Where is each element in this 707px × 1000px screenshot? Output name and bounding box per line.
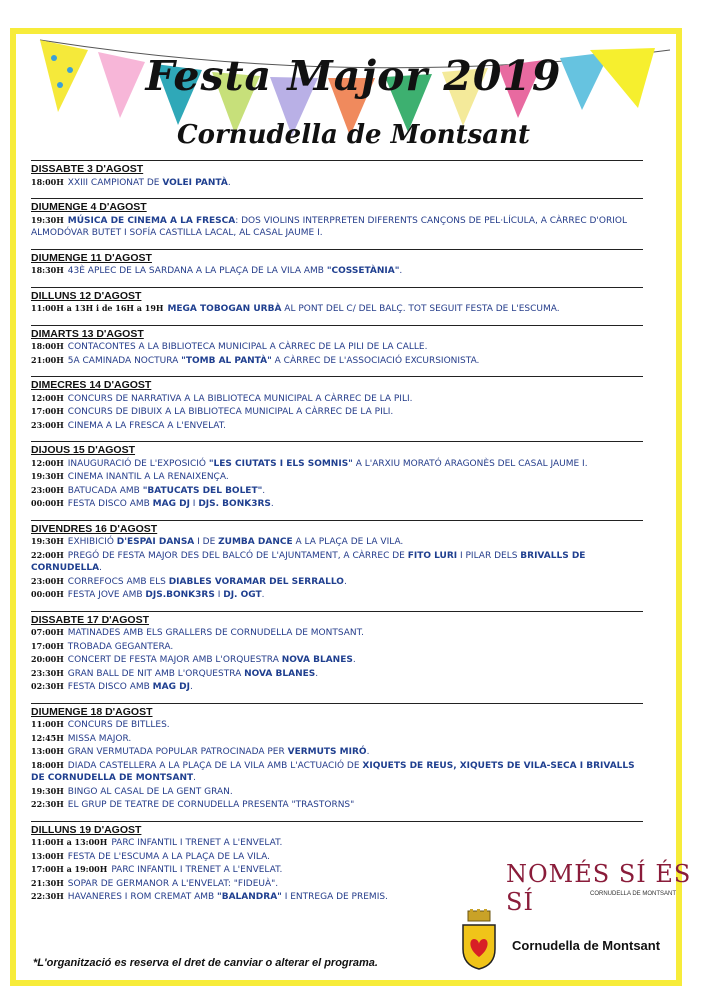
event-highlight: FITO LURI <box>407 550 458 561</box>
event-text: PREGÓ DE FESTA MAJOR DES DEL BALCÓ DE L'AJUNTAMENT, A CÀRREC DE <box>67 550 408 561</box>
event-text: CINEMA A LA FRESCA A L'ENVELAT. <box>67 420 227 431</box>
event-text: DIADA CASTELLERA A LA PLAÇA DE LA VILA AMB L'ACTUACIÓ DE <box>67 760 363 771</box>
event-text: . <box>193 773 196 783</box>
event-item <box>31 798 643 812</box>
event-text: TROBADA GEGANTERA. <box>67 641 174 652</box>
event-highlight: MÚSICA DE CINEMA A LA FRESCA <box>67 215 236 226</box>
event-highlight: NOVA BLANES <box>244 668 316 679</box>
event-text: I PILAR DELS <box>457 550 521 561</box>
event-text: MISSA MAJOR. <box>67 733 132 744</box>
event-highlight: VERMUTS MIRÓ <box>287 747 367 757</box>
event-highlight: MAG DJ <box>152 499 190 509</box>
event-time: 22:30H <box>31 891 64 901</box>
page-subtitle: Cornudella de Montsant <box>176 120 531 150</box>
event-item <box>31 392 643 406</box>
event-time: 18:30H <box>31 265 64 275</box>
event-text: . <box>343 576 347 587</box>
event-item <box>31 680 643 694</box>
event-item <box>31 575 643 589</box>
event-time: 11:00H <box>31 719 64 729</box>
day-title: DIUMENGE 4 D'AGOST <box>31 201 147 213</box>
event-highlight: DJS. BONK3RS <box>198 499 271 509</box>
event-highlight: "BATUCATS DEL BOLET" <box>142 485 263 496</box>
event-text: I <box>214 590 224 600</box>
event-item <box>31 354 643 368</box>
event-time: 20:00H <box>31 654 64 664</box>
event-highlight: "TOMB AL PANTÀ" <box>181 355 272 366</box>
event-time: 13:00H <box>31 850 64 861</box>
event-time: 22:30H <box>31 799 64 809</box>
event-text: CORREFOCS AMB ELS <box>67 576 169 587</box>
event-text: SOPAR DE GERMANOR A L'ENVELAT: "FIDEUÀ". <box>67 878 279 889</box>
event-time: 00:00H <box>31 589 64 599</box>
event-text: A LA PLAÇA DE LA VILA. <box>292 537 404 547</box>
event-text: FESTA DISCO AMB <box>67 682 153 692</box>
event-highlight: "BALANDRA" <box>217 892 282 902</box>
event-time: 23:00H <box>31 484 64 495</box>
day-title: DIJOUS 15 D'AGOST <box>31 444 136 456</box>
event-text: PARC INFANTIL I TRENET A L'ENVELAT. <box>111 865 283 875</box>
event-text: CINEMA INANTIL A LA RENAIXENÇA. <box>67 472 229 482</box>
event-item <box>31 745 643 759</box>
event-text: . <box>399 266 403 276</box>
event-highlight: XIQUETS DE REUS, XIQUETS DE VILA-SECA I BRIVALLS DE CORNUDELLA DE MONTSANT <box>31 760 635 783</box>
event-text: A L'ARXIU MORATÓ ARAGONÈS DEL CASAL JAUME I. <box>352 458 588 469</box>
event-time: 17:00H <box>31 640 64 651</box>
event-text: . <box>261 590 265 600</box>
event-time: 23:00H <box>31 575 64 586</box>
event-time: 12:00H <box>31 392 64 403</box>
day-title: DIUMENGE 11 D'AGOST <box>31 251 152 264</box>
event-item <box>31 549 643 575</box>
event-text: . <box>366 747 370 757</box>
event-highlight: NOVA BLANES <box>281 655 353 665</box>
event-time: 12:00H <box>31 457 64 468</box>
event-text: 43È APLEC DE LA SARDANA A LA PLAÇA DE LA VILA AMB <box>67 266 327 276</box>
event-item <box>31 264 643 278</box>
event-highlight: DJ. OGT <box>223 590 262 600</box>
event-text: : DOS VIOLINS INTERPRETEN DIFERENTS CANÇONS DE PEL·LÍCULA, A CÀRREC D'ORIOL ALMODÓVAR BUTET I SOFÍA CASTILLA LACAL, AL CASAL JAUME I. <box>31 215 627 238</box>
event-item <box>31 759 643 785</box>
event-text: I DE <box>194 537 219 547</box>
town-crest-icon <box>460 909 498 971</box>
event-text: . <box>262 485 266 496</box>
event-time: 19:30H <box>31 471 64 481</box>
event-time: 17:00H <box>31 406 64 416</box>
event-highlight: D'ESPAI DANSA <box>116 537 195 547</box>
event-time: 18:00H <box>31 176 64 187</box>
event-text: MATINADES AMB ELS GRALLERS DE CORNUDELLA DE MONTSANT. <box>67 628 364 638</box>
event-time: 02:30H <box>31 681 64 691</box>
event-text: EXHIBICIÓ <box>67 537 117 547</box>
event-item <box>31 836 643 850</box>
event-item <box>31 405 643 419</box>
day-section <box>31 160 643 189</box>
event-text: CONCURS DE DIBUIX A LA BIBLIOTECA MUNICIPAL A CÀRREC DE LA PILI. <box>67 407 394 417</box>
event-time: 23:00H <box>31 419 64 430</box>
event-time: 11:00H a 13H i de 16H a 19H <box>31 303 164 313</box>
program-list <box>31 160 643 913</box>
event-item <box>31 653 643 667</box>
event-time: 12:45H <box>31 732 64 743</box>
day-section <box>31 249 643 278</box>
event-highlight: "COSSETÀNIA" <box>326 266 400 276</box>
event-highlight: DIABLES VORAMAR DEL SERRALLO <box>168 576 344 587</box>
event-item <box>31 340 643 354</box>
event-text: . <box>189 682 193 692</box>
event-item <box>31 214 643 240</box>
event-text: I ENTREGA DE PREMIS. <box>281 892 388 902</box>
event-text: . <box>227 177 231 188</box>
day-section <box>31 287 643 316</box>
event-item <box>31 667 643 681</box>
event-text: CONCERT DE FESTA MAJOR AMB L'ORQUESTRA <box>67 655 282 665</box>
event-highlight: BRIVALLS DE CORNUDELLA <box>31 550 586 573</box>
day-title: DIUMENGE 18 D'AGOST <box>31 705 153 718</box>
event-item <box>31 640 643 654</box>
event-item <box>31 626 643 640</box>
event-highlight: DJS.BONK3RS <box>145 590 215 600</box>
event-text: GRAN VERMUTADA POPULAR PATROCINADA PER <box>67 747 288 757</box>
event-time: 21:00H <box>31 354 64 365</box>
day-section <box>31 611 643 694</box>
day-section <box>31 376 643 432</box>
event-item <box>31 302 643 316</box>
event-text: CONCURS DE NARRATIVA A LA BIBLIOTECA MUNICIPAL A CÀRREC DE LA PILI. <box>67 393 413 404</box>
event-time: 21:30H <box>31 877 64 888</box>
event-highlight: VOLEI PANTÀ <box>162 177 228 188</box>
day-title: DIMECRES 14 D'AGOST <box>31 379 152 391</box>
event-time: 18:00H <box>31 759 64 770</box>
campaign-logo: NOMÉS SÍ ÉS SÍ <box>506 860 692 916</box>
event-time: 18:00H <box>31 341 64 351</box>
event-time: 13:00H <box>31 746 64 756</box>
event-text: XXIII CAMPIONAT DE <box>67 177 163 188</box>
event-time: 22:00H <box>31 549 64 560</box>
event-item <box>31 718 643 732</box>
event-text: AL PONT DEL C/ DEL BALÇ. TOT SEGUIT FESTA DE L'ESCUMA. <box>281 304 560 314</box>
event-text: . <box>352 655 356 665</box>
event-text: FESTA DE L'ESCUMA A LA PLAÇA DE LA VILA. <box>67 851 271 862</box>
day-section <box>31 703 643 812</box>
event-text: FESTA DISCO AMB <box>67 499 153 509</box>
day-title: DIMARTS 13 D'AGOST <box>31 327 144 340</box>
event-item <box>31 419 643 433</box>
campaign-sub: CORNUDELLA DE MONTSANT <box>590 891 677 897</box>
event-text: CONTACONTES A LA BIBLIOTECA MUNICIPAL A CÀRREC DE LA PILI DE LA CALLE. <box>67 342 428 352</box>
event-item <box>31 176 643 190</box>
event-text: I <box>189 499 199 509</box>
page-title: Festa Major 2019 <box>145 52 562 100</box>
event-time: 19:30H <box>31 214 64 225</box>
town-name: Cornudella de Montsant <box>512 938 661 953</box>
event-time: 19:30H <box>31 536 64 546</box>
disclaimer-note: *L'organització es reserva el dret de canviar o alterar el programa. <box>33 957 378 969</box>
day-section <box>31 325 643 368</box>
event-item <box>31 457 643 471</box>
event-text: FESTA JOVE AMB <box>67 590 146 600</box>
day-section <box>31 520 643 602</box>
event-highlight: MAG DJ <box>152 682 190 692</box>
event-time: 11:00H a 13:00H <box>31 837 108 847</box>
event-item <box>31 588 643 602</box>
event-time: 23:30H <box>31 667 64 678</box>
day-title: DILLUNS 12 D'AGOST <box>31 289 142 302</box>
event-text: . <box>270 499 274 509</box>
event-item <box>31 470 643 484</box>
event-text: BATUCADA AMB <box>67 485 143 496</box>
event-text: . <box>315 668 319 679</box>
event-highlight: MEGA TOBOGAN URBÀ <box>167 304 282 314</box>
event-item <box>31 484 643 498</box>
event-text: EL GRUP DE TEATRE DE CORNUDELLA PRESENTA "TRASTORNS" <box>67 800 355 810</box>
day-title: DISSABTE 17 D'AGOST <box>31 613 150 626</box>
event-item <box>31 535 643 549</box>
day-section <box>31 441 643 511</box>
event-highlight: "LES CIUTATS I ELS SOMNIS" <box>208 458 353 469</box>
event-text: 5A CAMINADA NOCTURA <box>67 355 182 366</box>
day-title: DILLUNS 19 D'AGOST <box>31 823 142 836</box>
event-time: 19:30H <box>31 785 64 796</box>
event-text: A CÀRREC DE L'ASSOCIACIÓ EXCURSIONISTA. <box>271 355 480 366</box>
event-time: 00:00H <box>31 498 64 508</box>
event-text: INAUGURACIÓ DE L'EXPOSICIÓ <box>67 458 209 469</box>
day-section <box>31 198 643 240</box>
event-item <box>31 785 643 799</box>
event-text: HAVANERES I ROM CREMAT AMB <box>67 892 218 902</box>
event-highlight: ZUMBA DANCE <box>218 537 293 547</box>
day-title: DIVENDRES 16 D'AGOST <box>31 522 158 535</box>
event-text: . <box>99 563 102 573</box>
event-text: GRAN BALL DE NIT AMB L'ORQUESTRA <box>67 668 245 679</box>
event-time: 17:00H a 19:00H <box>31 864 108 874</box>
event-item <box>31 497 643 511</box>
event-text: CONCURS DE BITLLES. <box>67 720 170 730</box>
day-title: DISSABTE 3 D'AGOST <box>31 163 144 175</box>
event-text: PARC INFANTIL I TRENET A L'ENVELAT. <box>111 838 283 848</box>
event-time: 07:00H <box>31 627 64 637</box>
event-text: BINGO AL CASAL DE LA GENT GRAN. <box>67 786 233 797</box>
event-item <box>31 732 643 746</box>
